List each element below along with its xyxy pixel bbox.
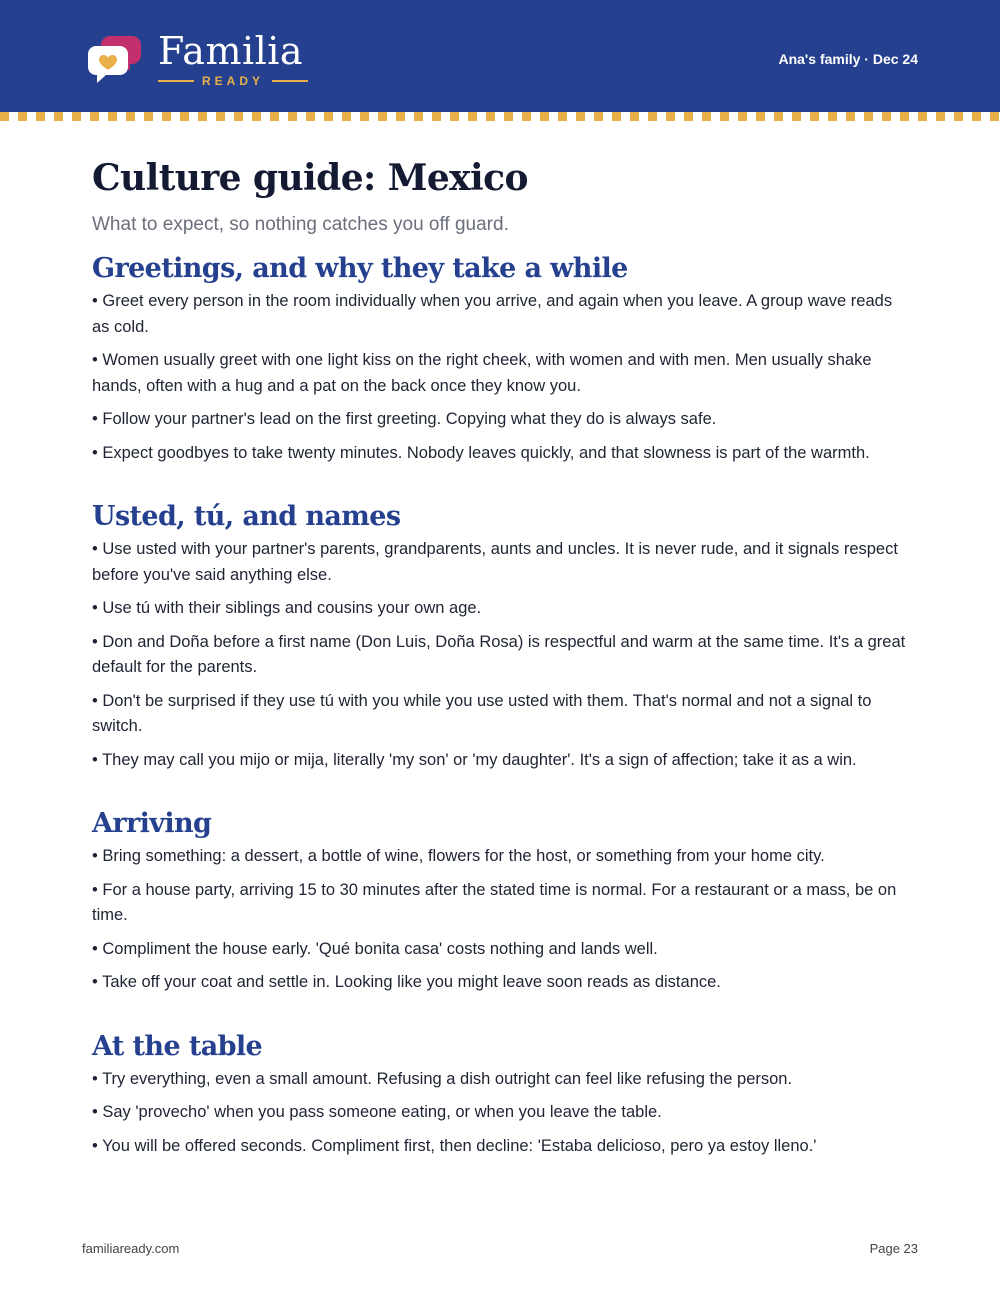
usted-list	[92, 537, 912, 773]
table-list	[92, 1067, 912, 1160]
list-item: • Don and Doña before a first name (Don Luis, Doña Rosa) is respectful and warm at the same time. It's a great default for the parents.	[92, 632, 906, 676]
list-item: • They may call you mijo or mija, literally 'my son' or 'my daughter'. It's a sign of affection; take it as a win.	[92, 750, 857, 769]
section-title-usted: Usted, tú, and names	[92, 501, 401, 532]
checker-border	[0, 112, 1000, 121]
brand-name: Familia	[158, 29, 304, 73]
list-item: • For a house party, arriving 15 to 30 minutes after the stated time is normal. For a restaurant or a mass, be on time.	[92, 880, 897, 924]
section-title-greetings: Greetings, and why they take a while	[92, 253, 628, 284]
list-item: • Expect goodbyes to take twenty minutes. Nobody leaves quickly, and that slowness is part of the warmth.	[92, 443, 870, 462]
header-meta: Ana's family · Dec 24	[778, 51, 918, 67]
list-item: • Try everything, even a small amount. Refusing a dish outright can feel like refusing the person.	[92, 1069, 793, 1088]
tagline-rule-left	[158, 80, 194, 82]
brand-tagline	[158, 74, 308, 88]
list-item: • Say 'provecho' when you pass someone eating, or when you leave the table.	[92, 1103, 662, 1121]
list-item: • Bring something: a dessert, a bottle of wine, flowers for the host, or something from your home city.	[92, 847, 825, 865]
page-subtitle: What to expect, so nothing catches you off guard.	[92, 214, 509, 235]
list-item: • Use usted with your partner's parents, grandparents, aunts and uncles. It is never rude, and it signals respect before you've said anything else.	[92, 540, 898, 584]
list-item: • Women usually greet with one light kiss on the right cheek, with women and with men. Men usually shake hands, often with a hug and a pat on the back once they know you.	[92, 351, 872, 395]
brand-logo	[158, 30, 308, 88]
speech-bubbles-heart-icon	[88, 30, 144, 86]
section-title-arriving: Arriving	[92, 808, 212, 839]
arriving-list	[92, 844, 912, 996]
page-title: Culture guide: Mexico	[92, 157, 528, 199]
list-item: • You will be offered seconds. Compliment first, then decline: 'Estaba delicioso, pero ya estoy lleno.'	[92, 1136, 817, 1155]
tagline-rule-right	[272, 80, 308, 82]
brand-sub-text: READY	[202, 74, 265, 88]
list-item: • Use tú with their siblings and cousins your own age.	[92, 599, 482, 617]
section-title-table: At the table	[92, 1030, 263, 1062]
list-item: • Take off your coat and settle in. Looking like you might leave soon reads as distance.	[92, 973, 721, 991]
list-item: • Compliment the house early. 'Qué bonita casa' costs nothing and lands well.	[92, 939, 658, 958]
footer-site: familiaready.com	[82, 1241, 180, 1256]
list-item: • Follow your partner's lead on the first greeting. Copying what they do is always safe.	[92, 410, 717, 428]
main-content	[92, 150, 912, 1167]
footer-page-number: Page 23	[869, 1241, 918, 1256]
list-item: • Greet every person in the room individually when you arrive, and again when you leave. A group wave reads as cold.	[92, 292, 893, 336]
list-item: • Don't be surprised if they use tú with you while you use usted with them. That's normal and not a signal to switch.	[92, 691, 872, 735]
page-header	[0, 0, 1000, 112]
greetings-list	[92, 289, 912, 466]
